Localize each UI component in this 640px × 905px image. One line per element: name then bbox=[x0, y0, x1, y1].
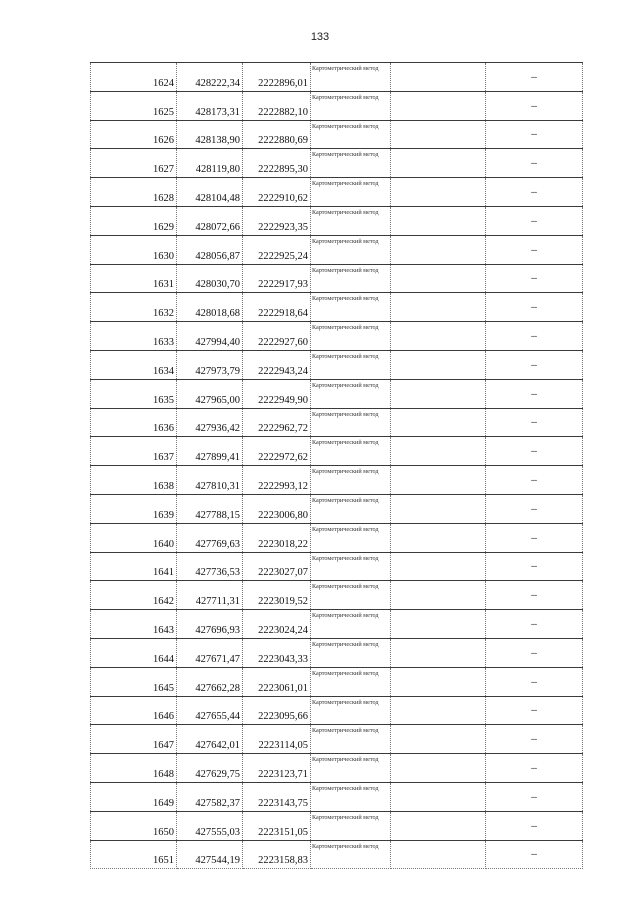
y-coordinate-cell: 2222910,62 bbox=[243, 178, 311, 207]
method-cell: Картометрический метод bbox=[311, 725, 391, 754]
method-cell: Картометрический метод bbox=[311, 322, 391, 351]
method-cell: Картометрический метод bbox=[311, 120, 391, 149]
x-coordinate-cell: 427736,53 bbox=[177, 552, 243, 581]
empty-cell bbox=[391, 494, 486, 523]
y-coordinate-cell: 2222943,24 bbox=[243, 350, 311, 379]
dash-cell: – bbox=[486, 782, 583, 811]
method-cell: Картометрический метод bbox=[311, 581, 391, 610]
empty-cell bbox=[391, 782, 486, 811]
x-coordinate-cell: 427671,47 bbox=[177, 638, 243, 667]
empty-cell bbox=[391, 322, 486, 351]
method-cell: Картометрический метод bbox=[311, 523, 391, 552]
dash-cell: – bbox=[486, 206, 583, 235]
empty-cell bbox=[391, 120, 486, 149]
x-coordinate-cell: 428030,70 bbox=[177, 264, 243, 293]
x-coordinate-cell: 428119,80 bbox=[177, 149, 243, 178]
x-coordinate-cell: 428056,87 bbox=[177, 235, 243, 264]
x-coordinate-cell: 428018,68 bbox=[177, 293, 243, 322]
dash-cell: – bbox=[486, 552, 583, 581]
dash-cell: – bbox=[486, 322, 583, 351]
y-coordinate-cell: 2223006,80 bbox=[243, 494, 311, 523]
method-cell: Картометрический метод bbox=[311, 437, 391, 466]
empty-cell bbox=[391, 466, 486, 495]
point-number-cell: 1639 bbox=[91, 494, 177, 523]
empty-cell bbox=[391, 610, 486, 639]
y-coordinate-cell: 2223061,01 bbox=[243, 667, 311, 696]
y-coordinate-cell: 2223024,24 bbox=[243, 610, 311, 639]
empty-cell bbox=[391, 754, 486, 783]
table-row bbox=[91, 91, 583, 120]
table-row bbox=[91, 725, 583, 754]
table-row bbox=[91, 235, 583, 264]
dash-cell: – bbox=[486, 437, 583, 466]
y-coordinate-cell: 2223151,05 bbox=[243, 811, 311, 840]
table-row bbox=[91, 178, 583, 207]
dash-cell: – bbox=[486, 149, 583, 178]
method-cell: Картометрический метод bbox=[311, 63, 391, 92]
point-number-cell: 1649 bbox=[91, 782, 177, 811]
y-coordinate-cell: 2223019,52 bbox=[243, 581, 311, 610]
table-row bbox=[91, 494, 583, 523]
x-coordinate-cell: 427788,15 bbox=[177, 494, 243, 523]
method-cell: Картометрический метод bbox=[311, 466, 391, 495]
dash-cell: – bbox=[486, 725, 583, 754]
method-cell: Картометрический метод bbox=[311, 552, 391, 581]
point-number-cell: 1631 bbox=[91, 264, 177, 293]
method-cell: Картометрический метод bbox=[311, 350, 391, 379]
point-number-cell: 1643 bbox=[91, 610, 177, 639]
table-row bbox=[91, 379, 583, 408]
y-coordinate-cell: 2222972,62 bbox=[243, 437, 311, 466]
point-number-cell: 1647 bbox=[91, 725, 177, 754]
table-row bbox=[91, 638, 583, 667]
table-row bbox=[91, 63, 583, 92]
method-cell: Картометрический метод bbox=[311, 696, 391, 725]
y-coordinate-cell: 2222880,69 bbox=[243, 120, 311, 149]
dash-cell: – bbox=[486, 178, 583, 207]
dash-cell: – bbox=[486, 91, 583, 120]
point-number-cell: 1645 bbox=[91, 667, 177, 696]
point-number-cell: 1635 bbox=[91, 379, 177, 408]
x-coordinate-cell: 427696,93 bbox=[177, 610, 243, 639]
point-number-cell: 1648 bbox=[91, 754, 177, 783]
point-number-cell: 1627 bbox=[91, 149, 177, 178]
table-row bbox=[91, 322, 583, 351]
y-coordinate-cell: 2223123,71 bbox=[243, 754, 311, 783]
empty-cell bbox=[391, 552, 486, 581]
point-number-cell: 1624 bbox=[91, 63, 177, 92]
point-number-cell: 1626 bbox=[91, 120, 177, 149]
x-coordinate-cell: 428072,66 bbox=[177, 206, 243, 235]
method-cell: Картометрический метод bbox=[311, 293, 391, 322]
dash-cell: – bbox=[486, 638, 583, 667]
point-number-cell: 1636 bbox=[91, 408, 177, 437]
x-coordinate-cell: 427662,28 bbox=[177, 667, 243, 696]
table-row bbox=[91, 754, 583, 783]
dash-cell: – bbox=[486, 523, 583, 552]
method-cell: Картометрический метод bbox=[311, 235, 391, 264]
table-row bbox=[91, 667, 583, 696]
table-row bbox=[91, 206, 583, 235]
point-number-cell: 1633 bbox=[91, 322, 177, 351]
point-number-cell: 1637 bbox=[91, 437, 177, 466]
point-number-cell: 1646 bbox=[91, 696, 177, 725]
method-cell: Картометрический метод bbox=[311, 754, 391, 783]
x-coordinate-cell: 427994,40 bbox=[177, 322, 243, 351]
empty-cell bbox=[391, 63, 486, 92]
y-coordinate-cell: 2222927,60 bbox=[243, 322, 311, 351]
y-coordinate-cell: 2223114,05 bbox=[243, 725, 311, 754]
method-cell: Картометрический метод bbox=[311, 379, 391, 408]
y-coordinate-cell: 2223027,07 bbox=[243, 552, 311, 581]
point-number-cell: 1625 bbox=[91, 91, 177, 120]
table-row bbox=[91, 293, 583, 322]
empty-cell bbox=[391, 667, 486, 696]
dash-cell: – bbox=[486, 350, 583, 379]
dash-cell: – bbox=[486, 581, 583, 610]
point-number-cell: 1634 bbox=[91, 350, 177, 379]
method-cell: Картометрический метод bbox=[311, 782, 391, 811]
table-row bbox=[91, 523, 583, 552]
x-coordinate-cell: 428173,31 bbox=[177, 91, 243, 120]
table-row bbox=[91, 782, 583, 811]
table-row bbox=[91, 408, 583, 437]
empty-cell bbox=[391, 408, 486, 437]
point-number-cell: 1630 bbox=[91, 235, 177, 264]
y-coordinate-cell: 2222918,64 bbox=[243, 293, 311, 322]
empty-cell bbox=[391, 235, 486, 264]
x-coordinate-cell: 427711,31 bbox=[177, 581, 243, 610]
table-row bbox=[91, 840, 583, 869]
method-cell: Картометрический метод bbox=[311, 811, 391, 840]
point-number-cell: 1632 bbox=[91, 293, 177, 322]
y-coordinate-cell: 2222962,72 bbox=[243, 408, 311, 437]
dash-cell: – bbox=[486, 754, 583, 783]
dash-cell: – bbox=[486, 63, 583, 92]
x-coordinate-cell: 427544,19 bbox=[177, 840, 243, 869]
method-cell: Картометрический метод bbox=[311, 840, 391, 869]
coordinates-table-body bbox=[91, 63, 583, 869]
y-coordinate-cell: 2222925,24 bbox=[243, 235, 311, 264]
x-coordinate-cell: 427582,37 bbox=[177, 782, 243, 811]
y-coordinate-cell: 2222949,90 bbox=[243, 379, 311, 408]
dash-cell: – bbox=[486, 696, 583, 725]
empty-cell bbox=[391, 264, 486, 293]
table-row bbox=[91, 264, 583, 293]
table-row bbox=[91, 149, 583, 178]
empty-cell bbox=[391, 725, 486, 754]
empty-cell bbox=[391, 350, 486, 379]
y-coordinate-cell: 2222993,12 bbox=[243, 466, 311, 495]
empty-cell bbox=[391, 206, 486, 235]
point-number-cell: 1644 bbox=[91, 638, 177, 667]
table-row bbox=[91, 581, 583, 610]
dash-cell: – bbox=[486, 610, 583, 639]
method-cell: Картометрический метод bbox=[311, 178, 391, 207]
dash-cell: – bbox=[486, 235, 583, 264]
x-coordinate-cell: 427810,31 bbox=[177, 466, 243, 495]
empty-cell bbox=[391, 638, 486, 667]
dash-cell: – bbox=[486, 667, 583, 696]
y-coordinate-cell: 2222917,93 bbox=[243, 264, 311, 293]
empty-cell bbox=[391, 379, 486, 408]
empty-cell bbox=[391, 91, 486, 120]
empty-cell bbox=[391, 581, 486, 610]
dash-cell: – bbox=[486, 264, 583, 293]
y-coordinate-cell: 2222896,01 bbox=[243, 63, 311, 92]
x-coordinate-cell: 427555,03 bbox=[177, 811, 243, 840]
table-row bbox=[91, 466, 583, 495]
empty-cell bbox=[391, 523, 486, 552]
x-coordinate-cell: 428222,34 bbox=[177, 63, 243, 92]
empty-cell bbox=[391, 696, 486, 725]
dash-cell: – bbox=[486, 408, 583, 437]
x-coordinate-cell: 428104,48 bbox=[177, 178, 243, 207]
x-coordinate-cell: 427642,01 bbox=[177, 725, 243, 754]
y-coordinate-cell: 2223043,33 bbox=[243, 638, 311, 667]
empty-cell bbox=[391, 811, 486, 840]
x-coordinate-cell: 427973,79 bbox=[177, 350, 243, 379]
method-cell: Картометрический метод bbox=[311, 610, 391, 639]
empty-cell bbox=[391, 178, 486, 207]
x-coordinate-cell: 428138,90 bbox=[177, 120, 243, 149]
method-cell: Картометрический метод bbox=[311, 91, 391, 120]
table-row bbox=[91, 552, 583, 581]
dash-cell: – bbox=[486, 811, 583, 840]
y-coordinate-cell: 2222882,10 bbox=[243, 91, 311, 120]
point-number-cell: 1628 bbox=[91, 178, 177, 207]
method-cell: Картометрический метод bbox=[311, 667, 391, 696]
y-coordinate-cell: 2223018,22 bbox=[243, 523, 311, 552]
dash-cell: – bbox=[486, 466, 583, 495]
point-number-cell: 1650 bbox=[91, 811, 177, 840]
point-number-cell: 1638 bbox=[91, 466, 177, 495]
table-row bbox=[91, 120, 583, 149]
method-cell: Картометрический метод bbox=[311, 408, 391, 437]
point-number-cell: 1640 bbox=[91, 523, 177, 552]
method-cell: Картометрический метод bbox=[311, 494, 391, 523]
method-cell: Картометрический метод bbox=[311, 638, 391, 667]
page-number: 133 bbox=[310, 31, 330, 43]
dash-cell: – bbox=[486, 379, 583, 408]
table-row bbox=[91, 350, 583, 379]
table-row bbox=[91, 811, 583, 840]
method-cell: Картометрический метод bbox=[311, 264, 391, 293]
method-cell: Картометрический метод bbox=[311, 206, 391, 235]
empty-cell bbox=[391, 149, 486, 178]
empty-cell bbox=[391, 293, 486, 322]
coordinates-table bbox=[90, 62, 583, 869]
x-coordinate-cell: 427769,63 bbox=[177, 523, 243, 552]
dash-cell: – bbox=[486, 494, 583, 523]
y-coordinate-cell: 2222895,30 bbox=[243, 149, 311, 178]
y-coordinate-cell: 2223158,83 bbox=[243, 840, 311, 869]
dash-cell: – bbox=[486, 840, 583, 869]
y-coordinate-cell: 2223143,75 bbox=[243, 782, 311, 811]
x-coordinate-cell: 427965,00 bbox=[177, 379, 243, 408]
table-row bbox=[91, 696, 583, 725]
table-row bbox=[91, 437, 583, 466]
x-coordinate-cell: 427629,75 bbox=[177, 754, 243, 783]
empty-cell bbox=[391, 437, 486, 466]
method-cell: Картометрический метод bbox=[311, 149, 391, 178]
table-row bbox=[91, 610, 583, 639]
point-number-cell: 1642 bbox=[91, 581, 177, 610]
point-number-cell: 1651 bbox=[91, 840, 177, 869]
x-coordinate-cell: 427936,42 bbox=[177, 408, 243, 437]
x-coordinate-cell: 427899,41 bbox=[177, 437, 243, 466]
empty-cell bbox=[391, 840, 486, 869]
y-coordinate-cell: 2223095,66 bbox=[243, 696, 311, 725]
dash-cell: – bbox=[486, 120, 583, 149]
point-number-cell: 1629 bbox=[91, 206, 177, 235]
point-number-cell: 1641 bbox=[91, 552, 177, 581]
y-coordinate-cell: 2222923,35 bbox=[243, 206, 311, 235]
x-coordinate-cell: 427655,44 bbox=[177, 696, 243, 725]
dash-cell: – bbox=[486, 293, 583, 322]
